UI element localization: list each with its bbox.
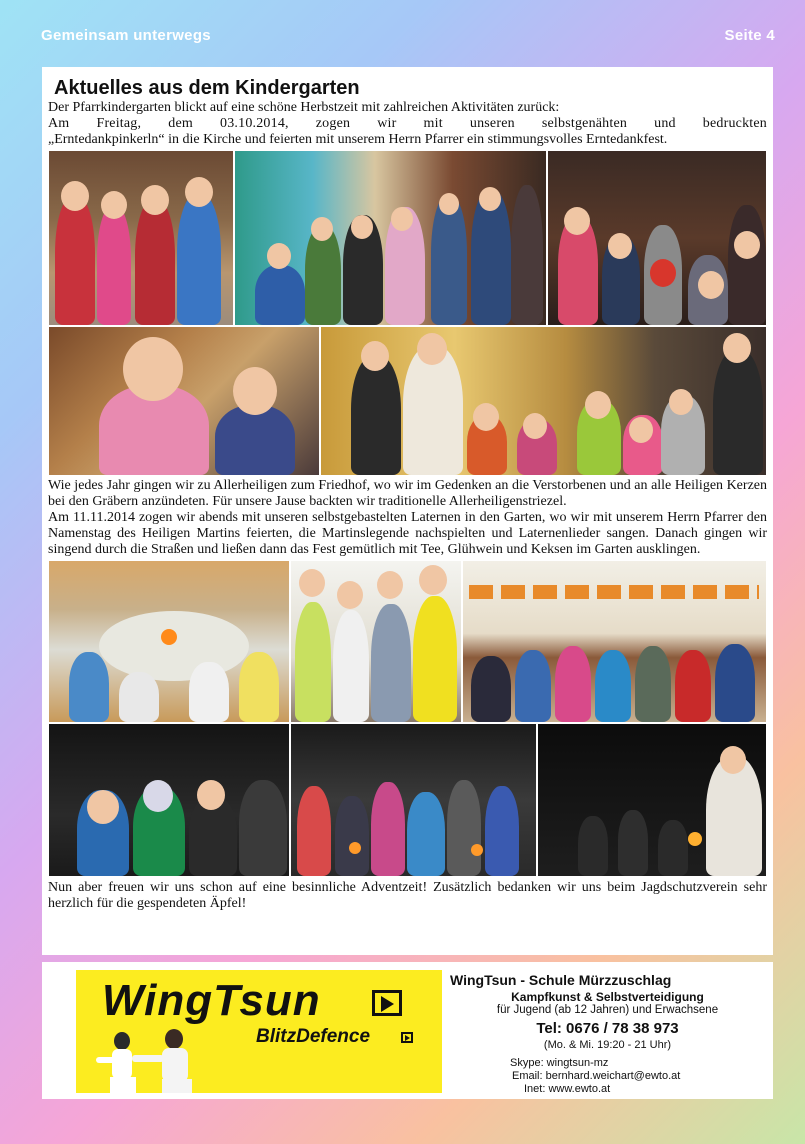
photo-lantern-shelf: [462, 560, 767, 723]
photo-children-with-lanterns: [290, 560, 462, 723]
article-intro: Der Pfarrkindergarten blickt auf eine schöne Herbstzeit mit zahlreichen Aktivitäten zurück:: [48, 100, 560, 115]
email-contact: Email: bernhard.weichart@ewto.at: [512, 1070, 681, 1082]
photo-children-harvest-crowns: [48, 150, 234, 326]
photo-priest-in-dark: [537, 723, 767, 877]
blitzdefence-label: BlitzDefence: [256, 1026, 371, 1047]
newsletter-title: Gemeinsam unterwegs: [41, 27, 211, 44]
photo-collage-martin: [48, 560, 767, 877]
kampfkunst-tagline: Kampfkunst & Selbstverteidigung: [511, 990, 704, 1004]
wingtsun-advertisement: [42, 962, 773, 1099]
small-play-arrow-icon: [401, 1032, 413, 1043]
photo-lantern-parade-night: [290, 723, 537, 877]
photo-procession-church: [234, 150, 547, 326]
photo-collage-harvest: [48, 150, 767, 476]
wingtsun-logo: WingTsun: [102, 976, 321, 1025]
audience-info: für Jugend (ab 12 Jahren) und Erwachsene: [496, 1004, 719, 1016]
school-name: WingTsun - Schule Mürzzuschlag: [450, 972, 672, 988]
phone-number: Tel: 0676 / 78 38 973: [536, 1020, 679, 1037]
article-para1-line1: Am Freitag, dem 03.10.2014, zogen wir mit unseren selbstgenähten und bedruckten: [48, 116, 767, 131]
opening-hours: (Mo. & Mi. 19:20 - 21 Uhr): [543, 1039, 672, 1051]
photo-children-in-pews: [547, 150, 767, 326]
skype-contact: Skype: wingtsun-mz: [510, 1057, 609, 1069]
fighters-illustration: [82, 1023, 242, 1093]
play-arrow-icon: [372, 990, 402, 1016]
article-panel: [42, 67, 773, 955]
wingtsun-contact-info: [442, 962, 773, 1099]
photo-girl-with-harvest-bag: [48, 326, 320, 476]
article-title: Aktuelles aus dem Kindergarten: [54, 77, 360, 99]
website-contact: Inet: www.ewto.at: [524, 1083, 611, 1095]
article-para3: Am 11.11.2014 zogen wir abends mit unseren selbstgebastelten Laternen in den Garten, wo wir mit unserem Herrn Pfarrer den Namenstag des Heiligen Martins feierten, die Martinslegende nachspielten und Laternenlieder sangen. Danach gingen wir singend durch die Straßen und ließen dann das Fest gemütlich mit Tee, Glühwein und Keksen im Garten ausklingen.: [48, 510, 767, 557]
photo-priest-with-children: [320, 326, 767, 476]
photo-evening-children-hats: [48, 723, 290, 877]
article-para4: Nun aber freuen wir uns schon auf eine besinnliche Adventzeit! Zusätzlich bedanken wir uns beim Jagdschutzverein sehr herzlich für die gespendeten Äpfel!: [48, 880, 767, 911]
article-para1-line2: „Erntedankpinkerln“ in die Kirche und feierten mit unserem Herrn Pfarrer ein stimmungsvolles Erntedankfest.: [48, 132, 668, 147]
article-para2: Wie jedes Jahr gingen wir zu Allerheiligen zum Friedhof, wo wir im Gedenken an die Verstorbenen und an alle Heiligen Kerzen bei den Gräbern anzündeten. Für unsere Jause backten wir traditionelle Allerheiligenstriezel.: [48, 478, 767, 509]
photo-circle-with-candle: [48, 560, 290, 723]
page-number: Seite 4: [724, 27, 775, 44]
wingtsun-logo-banner: [76, 970, 442, 1093]
